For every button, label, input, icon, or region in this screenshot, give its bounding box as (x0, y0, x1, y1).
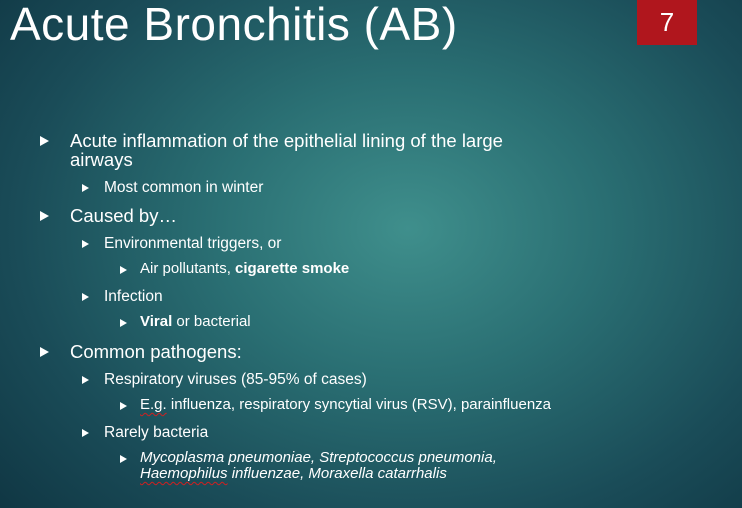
detail-bold-text: cigarette smoke (235, 260, 350, 277)
bullet-3-sub-2-detail-line-2 (140, 466, 447, 482)
bullet-2-sub-2-detail (140, 314, 251, 330)
bullet-2-sub-2: Infection (104, 288, 163, 305)
bullet-arrow-icon (40, 136, 49, 146)
genus-text: Haemophilus (140, 465, 228, 482)
sub-bullet-arrow-icon (82, 376, 89, 384)
bullet-2-sub-1-detail (140, 261, 349, 277)
detail-text: Air pollutants, (140, 260, 236, 277)
eg-text: E.g. (140, 396, 167, 413)
sub-bullet-arrow-icon (82, 293, 89, 301)
bullet-arrow-icon (40, 347, 49, 357)
detail-bold-text: Viral (140, 313, 173, 330)
detail-text: or bacterial (172, 313, 251, 330)
sub-sub-bullet-arrow-icon (120, 402, 127, 410)
sub-bullet-arrow-icon (82, 184, 89, 192)
bullet-2: Caused by… (70, 205, 177, 226)
detail-text: influenzae, Moraxella catarrhalis (227, 465, 447, 482)
slide-number-badge: 7 (637, 0, 697, 45)
bullet-3: Common pathogens: (70, 341, 242, 362)
sub-sub-bullet-arrow-icon (120, 319, 127, 327)
sub-bullet-arrow-icon (82, 429, 89, 437)
bullet-2-sub-1: Environmental triggers, or (104, 235, 282, 252)
bullet-1-sub-1: Most common in winter (104, 179, 264, 196)
bullet-3-sub-2-detail-line-1: Mycoplasma pneumoniae, Streptococcus pneumonia, (140, 449, 497, 466)
detail-text: influenza, respiratory syncytial virus (RSV), parainfluenza (166, 396, 552, 413)
sub-sub-bullet-arrow-icon (120, 266, 127, 274)
bullet-arrow-icon (40, 211, 49, 221)
slide-title: Acute Bronchitis (AB) (10, 0, 458, 50)
bullet-3-sub-1-detail (140, 397, 551, 413)
bullet-1-line-1: Acute inflammation of the epithelial lining of the large (70, 130, 503, 151)
bullet-3-sub-2: Rarely bacteria (104, 424, 209, 441)
bullet-1-line-2: airways (70, 149, 133, 170)
bullet-3-sub-1: Respiratory viruses (85-95% of cases) (104, 371, 367, 388)
sub-bullet-arrow-icon (82, 240, 89, 248)
sub-sub-bullet-arrow-icon (120, 455, 127, 463)
